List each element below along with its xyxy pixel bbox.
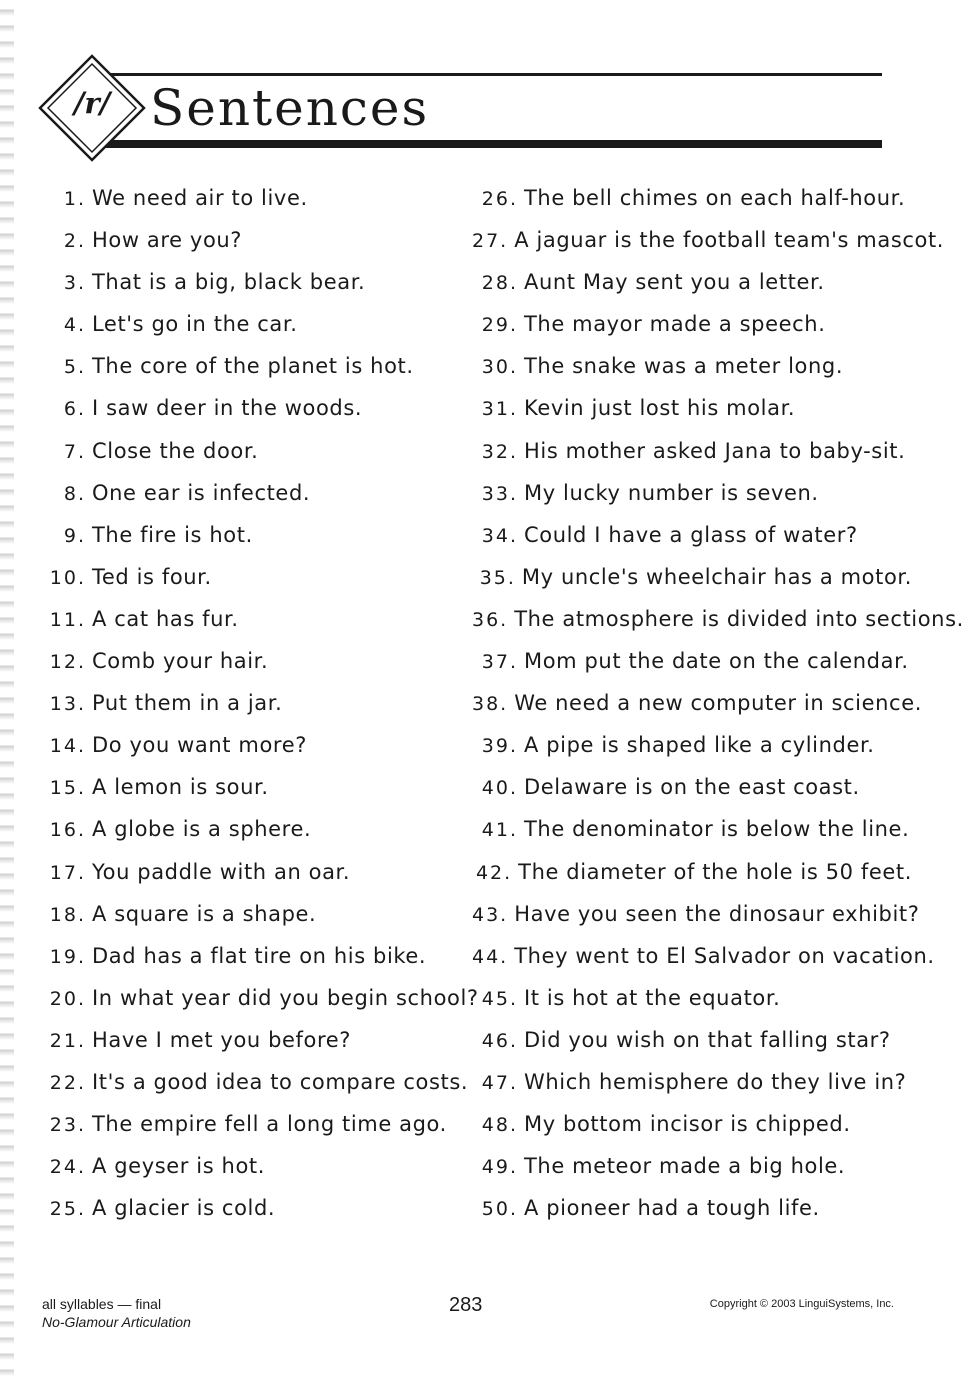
sentence-text: Close the door. <box>92 438 259 463</box>
sentence-text: One ear is infected. <box>92 480 311 505</box>
sentence-number: 15. <box>49 777 86 800</box>
copyright-notice: Copyright © 2003 LinguiSystems, Inc. <box>709 1298 894 1310</box>
sentence-item <box>40 481 480 523</box>
page-header <box>0 0 980 170</box>
sentence-text: A cat has fur. <box>92 606 239 631</box>
sentence-item <box>40 186 480 228</box>
sentence-item <box>472 396 912 438</box>
sentence-text: Do you want more? <box>92 733 307 758</box>
sentence-text: A globe is a sphere. <box>92 817 312 842</box>
sentence-item <box>40 649 480 691</box>
sentence-item <box>40 1112 480 1154</box>
sentence-item <box>40 733 480 775</box>
sentence-text: How are you? <box>92 228 243 253</box>
sentence-number: 28. <box>481 272 518 295</box>
sentence-text: Which hemisphere do they live in? <box>524 1069 907 1094</box>
sentence-text: A geyser is hot. <box>92 1154 266 1179</box>
sentence-number: 11. <box>49 608 86 631</box>
sentence-text: His mother asked Jana to baby-sit. <box>524 438 906 463</box>
sentence-number: 44. <box>472 945 509 968</box>
sentence-item <box>472 606 964 649</box>
sentence-number: 30. <box>481 356 518 379</box>
sentence-text: My uncle's wheelchair has a motor. <box>521 564 912 589</box>
sentence-number: 43. <box>472 903 509 926</box>
sentence-item <box>40 565 480 607</box>
sentence-text: The mayor made a speech. <box>524 312 826 337</box>
sentence-number: 47. <box>481 1071 518 1094</box>
sentence-item <box>472 1154 912 1196</box>
sentence-text: Kevin just lost his molar. <box>524 396 796 421</box>
sentence-number: 48. <box>481 1114 518 1137</box>
sentence-item <box>40 1070 480 1112</box>
sentence-item <box>472 817 912 859</box>
sentence-number: 9. <box>63 524 86 547</box>
sentence-text: A square is a shape. <box>92 901 317 926</box>
sentence-item <box>40 396 480 438</box>
sentence-text: Mom put the date on the calendar. <box>524 649 909 674</box>
sentence-number: 25. <box>49 1198 86 1221</box>
sentence-item <box>40 691 480 733</box>
sentence-item <box>40 228 480 270</box>
sentence-text: Have I met you before? <box>92 1027 352 1052</box>
sentence-number: 32. <box>481 440 518 463</box>
sentence-text: Could I have a glass of water? <box>524 522 858 547</box>
sentence-number: 29. <box>481 314 518 337</box>
sentence-text: Delaware is on the east coast. <box>524 775 860 800</box>
header-rule-bottom <box>100 140 882 148</box>
sentence-number: 1. <box>63 188 86 210</box>
sentence-item <box>472 354 912 396</box>
sentence-number: 36. <box>472 608 509 631</box>
sentence-number: 17. <box>49 861 86 884</box>
sentence-number: 12. <box>49 651 86 674</box>
sentence-number: 38. <box>472 693 509 716</box>
sentence-item <box>472 860 912 902</box>
footer-info <box>42 1295 191 1331</box>
sentence-number: 21. <box>49 1029 86 1052</box>
page-title: Sentences <box>150 79 430 137</box>
sentence-text: The meteor made a big hole. <box>524 1154 846 1179</box>
sentence-item <box>40 902 480 944</box>
sentence-text: My bottom incisor is chipped. <box>524 1112 851 1137</box>
sentence-number: 49. <box>481 1156 518 1179</box>
sentence-text: The fire is hot. <box>92 522 253 547</box>
sentence-text: The empire fell a long time ago. <box>92 1112 447 1137</box>
sentence-item <box>472 691 922 733</box>
sentence-text: The snake was a meter long. <box>524 354 844 379</box>
sentence-text: The core of the planet is hot. <box>92 354 414 379</box>
sentence-item <box>472 1112 912 1154</box>
sentence-number: 45. <box>481 987 518 1010</box>
sentence-item <box>472 565 912 607</box>
sentence-number: 8. <box>63 482 86 505</box>
footer-category: all syllables — final <box>42 1296 162 1312</box>
sentence-item <box>472 1196 912 1238</box>
sentence-number: 7. <box>63 440 86 463</box>
sentence-item <box>472 943 935 986</box>
sentence-item <box>40 860 480 902</box>
sentence-text: A pioneer had a tough life. <box>524 1196 820 1221</box>
sentence-text: In what year did you begin school? <box>92 985 479 1010</box>
sentence-number: 37. <box>481 651 518 674</box>
sentence-item <box>40 354 480 396</box>
phoneme-badge-label: /r/ <box>73 86 111 120</box>
sentence-text: Have you seen the dinosaur exhibit? <box>514 901 920 926</box>
sentence-item <box>40 439 480 481</box>
sentence-text: Dad has a flat tire on his bike. <box>92 943 427 968</box>
sentence-number: 42. <box>475 861 513 884</box>
sentence-item <box>472 733 912 775</box>
sentence-text: Ted is four. <box>92 564 212 589</box>
sentence-item <box>472 1070 912 1112</box>
sentence-item <box>472 228 945 270</box>
sentence-item <box>472 270 912 312</box>
sentence-text: A pipe is shaped like a cylinder. <box>524 733 875 758</box>
sentence-item <box>472 312 912 354</box>
sentence-item <box>40 607 480 649</box>
sentence-item <box>40 986 480 1028</box>
sentence-number: 40. <box>481 777 518 800</box>
sentence-item <box>472 481 912 523</box>
sentence-number: 41. <box>481 819 518 842</box>
sentence-list-right <box>472 186 964 1238</box>
sentence-text: Let's go in the car. <box>92 312 298 337</box>
sentence-text: It is hot at the equator. <box>524 985 781 1010</box>
sentence-text: They went to El Salvador on vacation. <box>514 943 935 968</box>
sentence-item <box>40 312 480 354</box>
sentence-number: 16. <box>49 819 86 842</box>
sentence-text: A glacier is cold. <box>92 1196 276 1221</box>
sentence-item <box>40 270 480 312</box>
sentence-text: The atmosphere is divided into sections. <box>514 606 964 631</box>
sentence-item <box>472 986 912 1028</box>
sentence-item <box>40 1154 480 1196</box>
sentence-number: 3. <box>63 272 86 295</box>
sentence-text: The denominator is below the line. <box>524 817 910 842</box>
sentence-number: 18. <box>49 903 86 926</box>
sentence-number: 33. <box>481 482 518 505</box>
sentence-number: 26. <box>481 188 518 210</box>
sentence-number: 34. <box>481 524 518 547</box>
sentence-number: 2. <box>63 230 86 253</box>
sentence-item <box>40 1196 480 1238</box>
sentence-text: A lemon is sour. <box>92 775 269 800</box>
sentence-text: We need a new computer in science. <box>514 691 922 716</box>
sentence-text: That is a big, black bear. <box>92 270 366 295</box>
sentence-number: 27. <box>472 230 509 253</box>
sentence-number: 39. <box>481 735 518 758</box>
sentence-number: 31. <box>481 398 518 421</box>
sentence-item <box>40 775 480 817</box>
sentence-text: The diameter of the hole is 50 feet. <box>518 859 912 884</box>
sentence-number: 20. <box>49 987 86 1010</box>
sentence-item <box>472 649 912 691</box>
sentence-text: The bell chimes on each half-hour. <box>524 186 906 210</box>
sentence-item <box>472 439 912 481</box>
sentence-item <box>472 901 920 944</box>
sentence-number: 14. <box>49 735 86 758</box>
sentence-item <box>40 817 480 859</box>
sentence-text: A jaguar is the football team's mascot. <box>514 228 945 253</box>
sentence-item <box>40 1028 480 1070</box>
sentence-item <box>472 186 912 228</box>
sentence-number: 13. <box>49 693 86 716</box>
sentence-text: Aunt May sent you a letter. <box>524 270 825 295</box>
sentence-text: I saw deer in the woods. <box>92 396 363 421</box>
spiral-binding-edge <box>0 0 14 1381</box>
footer-book-title: No-Glamour Articulation <box>42 1314 191 1330</box>
sentence-number: 22. <box>49 1071 86 1094</box>
sentence-item <box>472 1028 912 1070</box>
sentence-item <box>40 523 480 565</box>
sentence-number: 23. <box>49 1114 86 1137</box>
sentence-text: Comb your hair. <box>92 649 269 674</box>
sentence-number: 35. <box>479 566 516 589</box>
sentence-text: My lucky number is seven. <box>524 480 819 505</box>
sentence-number: 24. <box>49 1156 86 1179</box>
sentence-item <box>472 775 912 817</box>
sentence-text: Put them in a jar. <box>92 691 283 716</box>
sentence-text: You paddle with an oar. <box>92 859 351 884</box>
sentence-text: We need air to live. <box>92 186 308 210</box>
sentence-item <box>40 944 480 986</box>
sentence-number: 10. <box>49 566 86 589</box>
sentence-number: 5. <box>63 356 86 379</box>
sentence-number: 46. <box>481 1029 518 1052</box>
sentence-number: 6. <box>63 398 86 421</box>
sentence-list-left <box>40 186 480 1238</box>
page-number: 283 <box>449 1294 483 1316</box>
sentence-text: It's a good idea to compare costs. <box>92 1069 469 1094</box>
sentence-number: 19. <box>49 945 86 968</box>
sentence-number: 50. <box>481 1198 518 1221</box>
sentence-number: 4. <box>63 314 86 337</box>
sentence-text: Did you wish on that falling star? <box>524 1027 891 1052</box>
sentence-item <box>472 523 912 565</box>
